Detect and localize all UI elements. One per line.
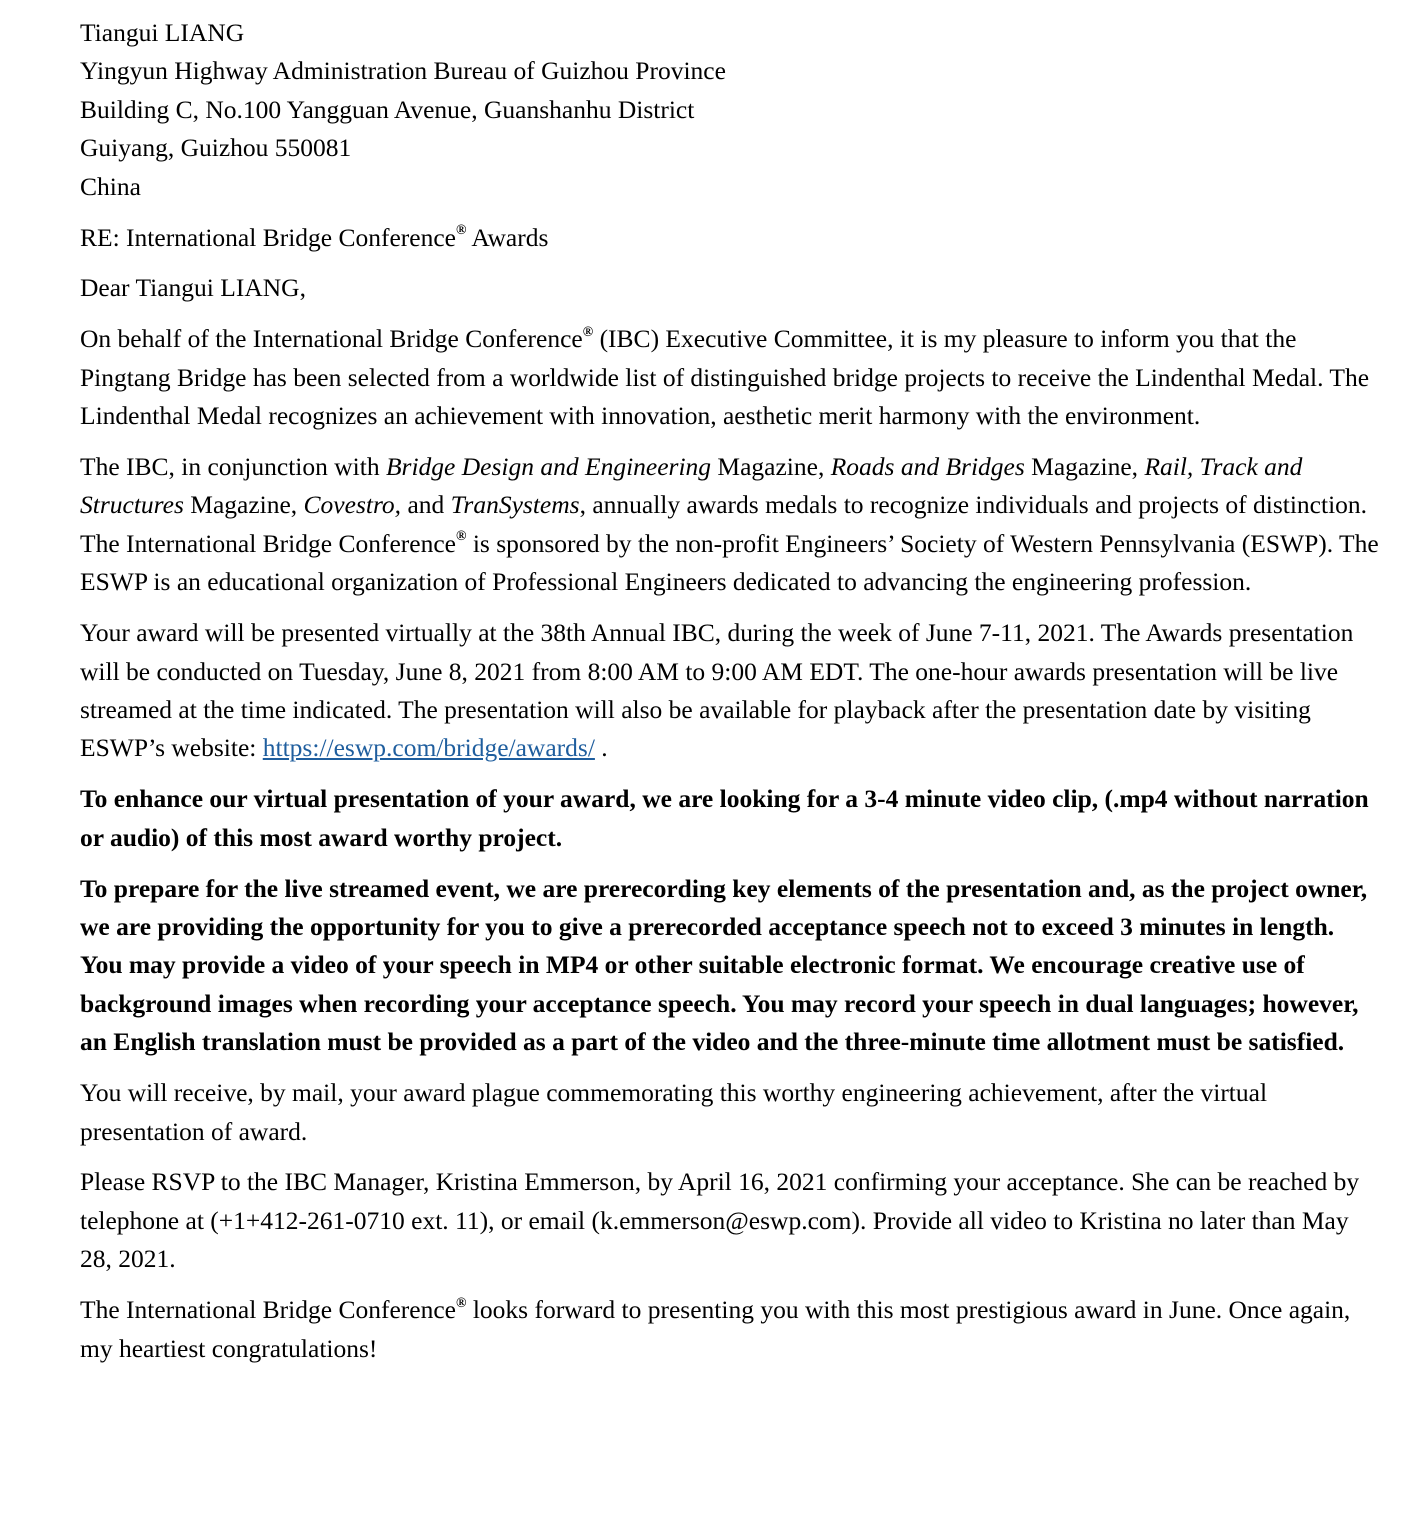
paragraph-speech-request: To prepare for the live streamed event, we are prerecording key elements of the presentation and, as the project owner, we are providing the opportunity for you to give a prerecorded acceptance speech not to exceed 3 minutes in length. You may provide a video of your speech in MP4 or other suitable electronic format. We encourage creative use of background images when recording your acceptance speech. You may record your speech in dual languages; however, an English translation must be provided as a part of the video and the three-minute time allotment must be satisfied. bbox=[80, 873, 1368, 1057]
paragraph-presentation: Your award will be presented virtually at the 38th Annual IBC, during the week of June 7-11, 2021. The Awards presentation will be conducted on Tuesday, June 8, 2021 from 8:00 AM to 9:00 AM EDT. The one-hour awards presentation will be live streamed at the time indicated. The presentation will also be available for playback after the presentation date by visiting ESWP’s website: https://eswp.com/bridge/awards/ . bbox=[80, 618, 1354, 763]
paragraph-video-request: To enhance our virtual presentation of your award, we are looking for a 3-4 minute video clip, (.mp4 without narration or audio) of this most award worthy project. bbox=[80, 784, 1369, 852]
registered-mark: ® bbox=[456, 223, 467, 239]
sponsor-name: TranSystems bbox=[450, 490, 580, 520]
paragraph-plaque: You will receive, by mail, your award plague commemorating this worthy engineering achievement, after the virtual presentation of award. bbox=[80, 1078, 1268, 1146]
recipient-street: Building C, No.100 Yangguan Avenue, Guanshanhu District bbox=[80, 94, 695, 124]
letter-body bbox=[80, 14, 1380, 1368]
recipient-city: Guiyang, Guizhou 550081 bbox=[80, 133, 352, 163]
magazine-name: Roads and Bridges bbox=[830, 452, 1025, 482]
subject-line: RE: International Bridge Conference® Awards bbox=[80, 222, 549, 252]
recipient-address bbox=[80, 14, 1380, 206]
paragraph-intro: On behalf of the International Bridge Conference® (IBC) Executive Committee, it is my pleasure to inform you that the Pingtang Bridge has been selected from a worldwide list of distinguished bridge projects to receive the Lindenthal Medal. The Lindenthal Medal recognizes an achievement with innovation, aesthetic merit harmony with the environment. bbox=[80, 324, 1370, 431]
magazine-name: Bridge Design and Engineering bbox=[385, 452, 712, 482]
magazine-name: Rail, Track and Structures bbox=[80, 452, 1303, 520]
paragraph-sponsors: The IBC, in conjunction with Bridge Design and Engineering Magazine, Roads and Bridges Magazine, Rail, Track and Structures Magazine, Covestro, and TranSystems, annually awards medals to recognize individuals and projects of distinction. The International Bridge Conference® is sponsored by the non-profit Engineers’ Society of Western Pennsylvania (ESWP). The ESWP is an educational organization of Professional Engineers dedicated to advancing the engineering profession. bbox=[80, 452, 1379, 597]
recipient-organization: Yingyun Highway Administration Bureau of Guizhou Province bbox=[80, 56, 726, 86]
paragraph-rsvp: Please RSVP to the IBC Manager, Kristina Emmerson, by April 16, 2021 confirming your acceptance. She can be reached by telephone at (+1+412-261-0710 ext. 11), or email (k.emmerson@eswp.com). Provide all video to Kristina no later than May 28, 2021. bbox=[80, 1167, 1360, 1274]
registered-mark: ® bbox=[455, 529, 467, 545]
registered-mark: ® bbox=[455, 1295, 467, 1311]
recipient-name: Tiangui LIANG bbox=[80, 18, 245, 47]
sponsor-name: Covestro, bbox=[303, 490, 402, 520]
registered-mark: ® bbox=[582, 324, 594, 340]
awards-website-link[interactable]: https://eswp.com/bridge/awards/ bbox=[262, 733, 595, 763]
salutation: Dear Tiangui LIANG, bbox=[80, 273, 306, 303]
paragraph-closing: The International Bridge Conference® looks forward to presenting you with this most prestigious award in June. Once again, my heartiest congratulations! bbox=[80, 1295, 1351, 1363]
recipient-country: China bbox=[80, 171, 141, 201]
